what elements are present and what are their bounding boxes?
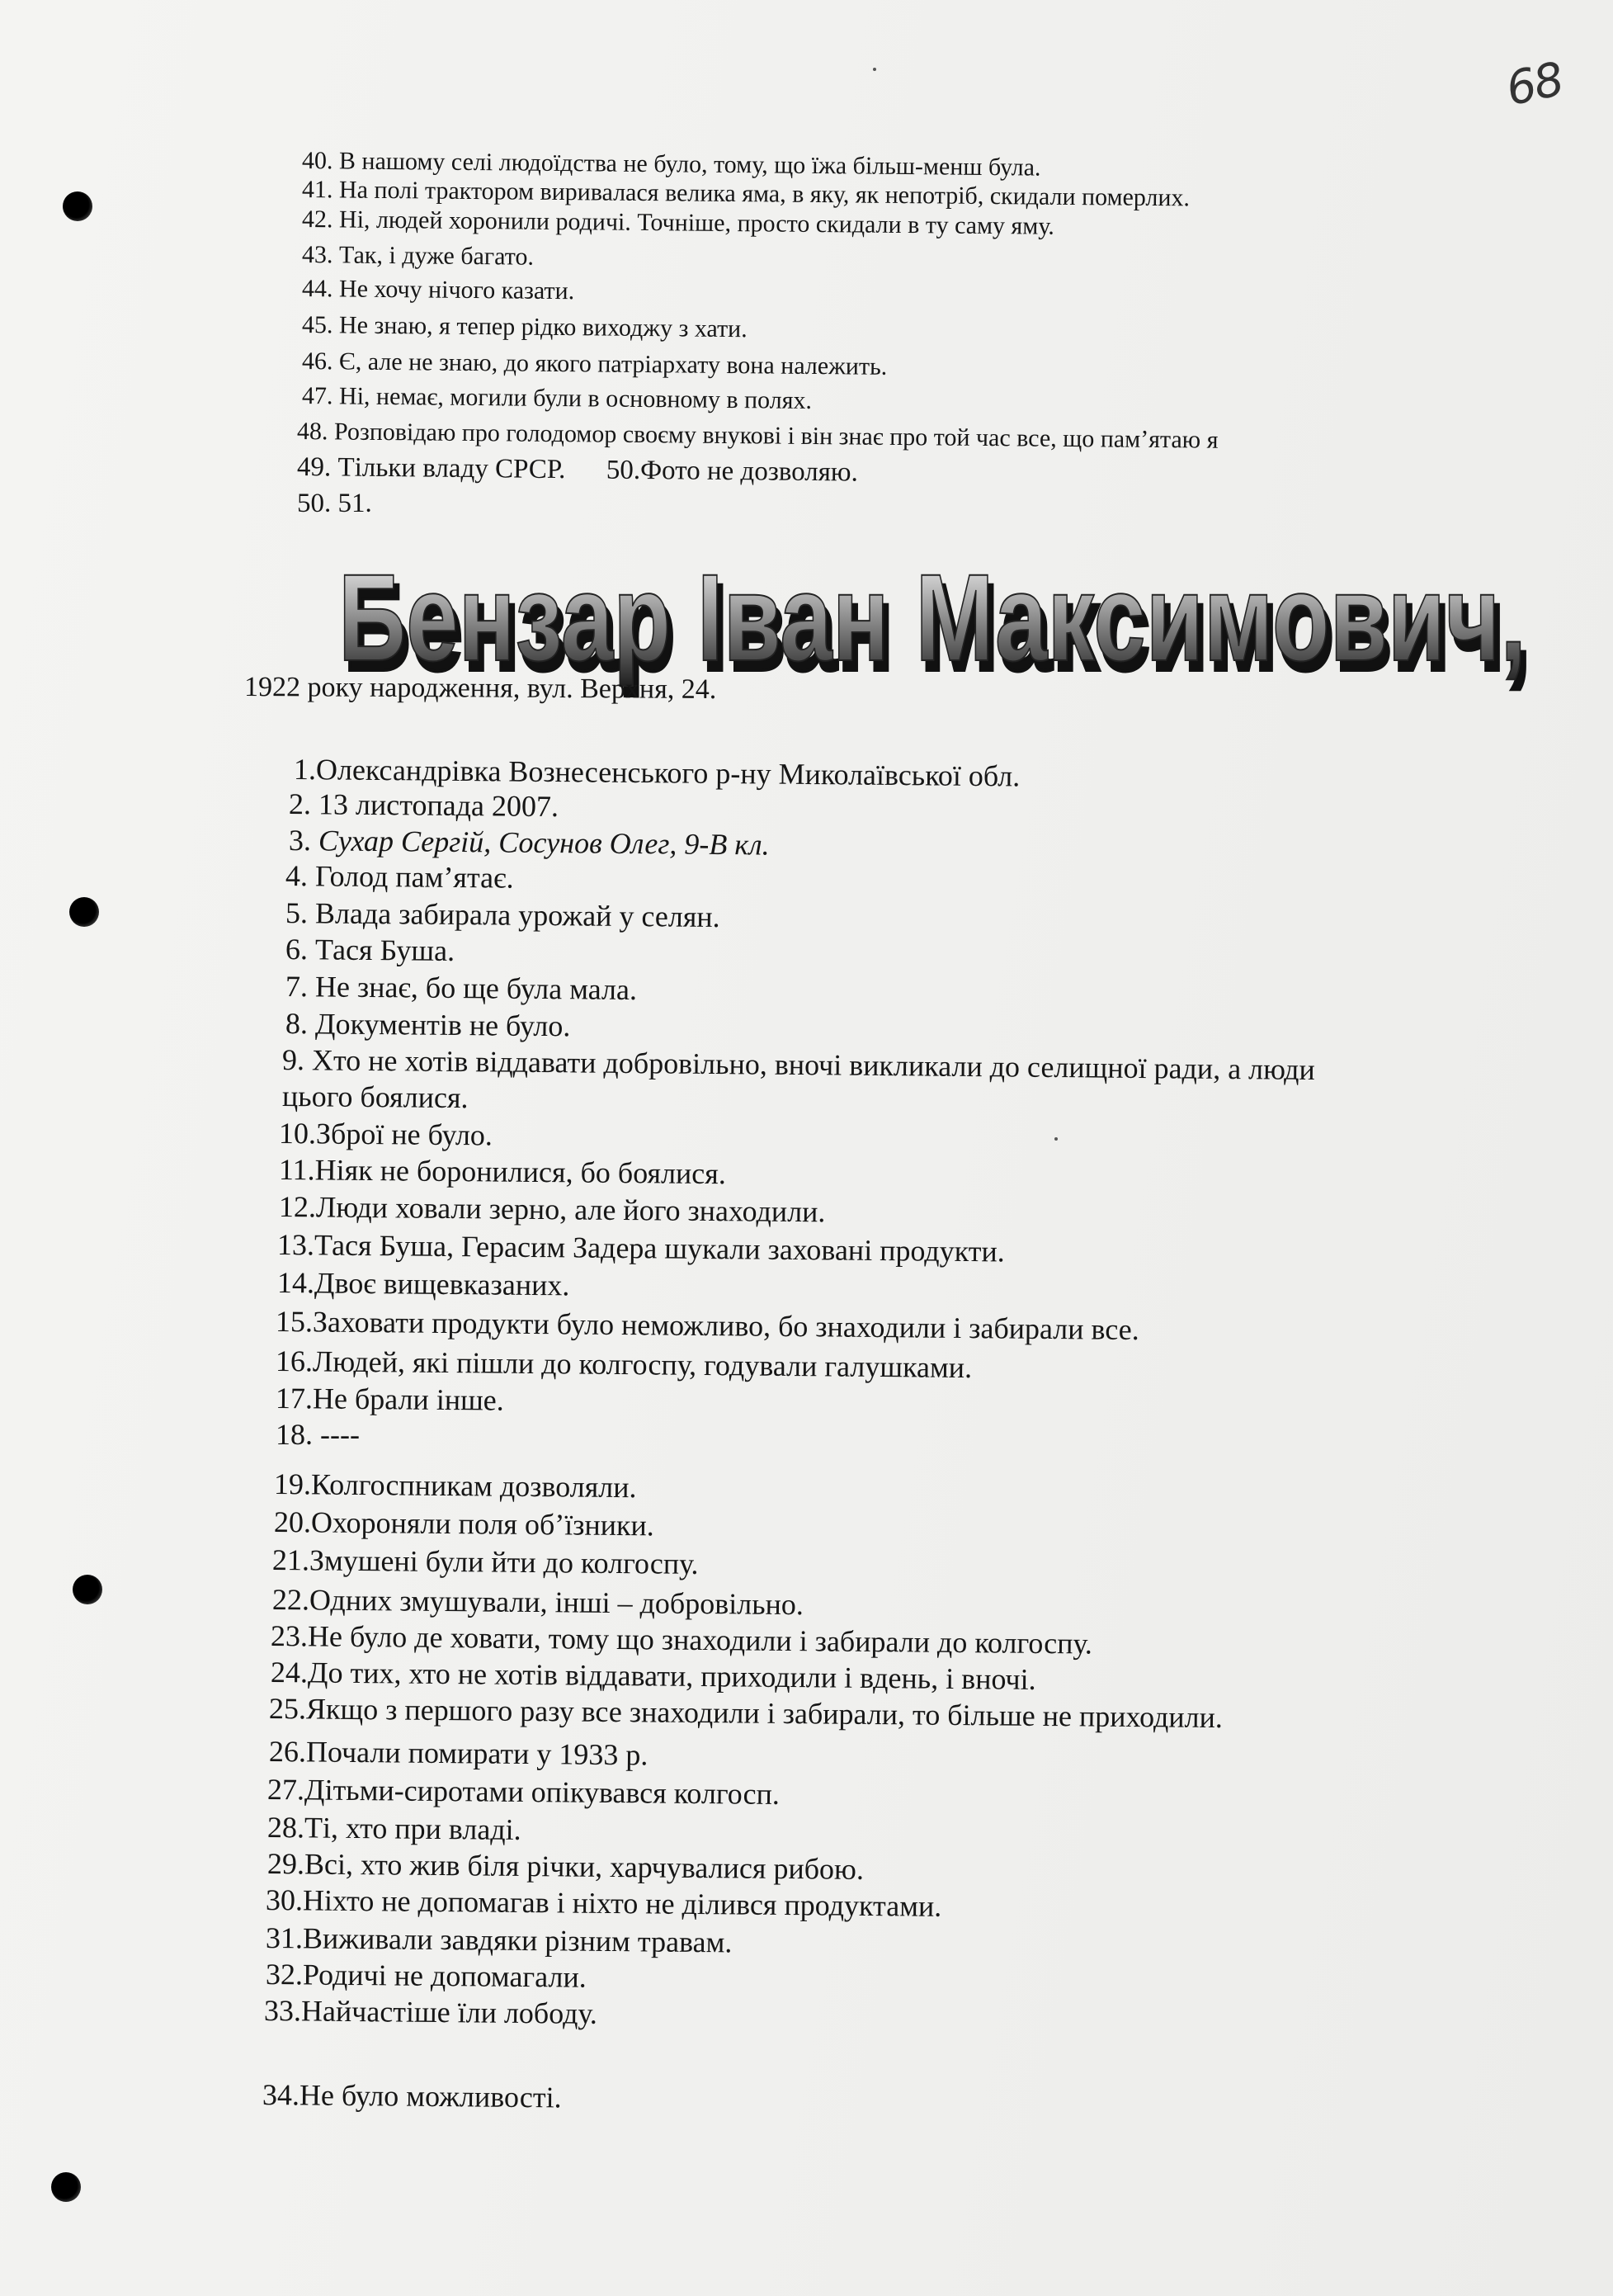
answer-text: Колгоспникам дозволяли. <box>310 1467 637 1505</box>
answer-number: 34. <box>262 2078 300 2112</box>
heading-face: Бензар Іван Максимович, <box>338 548 1526 687</box>
answer-number: 8. <box>285 1007 309 1041</box>
answer-text: Тася Буша, Герасим Задера шукали заховані продукти. <box>314 1228 1005 1268</box>
answer-number: 6. <box>285 933 309 966</box>
answer-number: 13. <box>276 1228 315 1262</box>
answer-text: Голод пам’ятає. <box>307 859 514 895</box>
answer-number: 43. <box>301 241 333 269</box>
answer-text: Люди ховали зерно, але його знаходили. <box>315 1190 826 1229</box>
punch-hole <box>63 191 92 221</box>
answer-line <box>302 276 574 304</box>
answer-number: 25. <box>268 1692 307 1726</box>
answer-line <box>277 1230 1005 1266</box>
answer-line <box>279 1118 493 1150</box>
answer-text: Олександрівка Вознесенського р-ну Миколаївської обл. <box>315 753 1021 793</box>
answer-line <box>278 1190 826 1229</box>
dust-speck <box>873 68 876 71</box>
answer-line <box>262 2080 562 2112</box>
answer-number: 15. <box>275 1305 314 1339</box>
answer-line <box>268 1692 1224 1735</box>
answer-text: Ті, хто при владі. <box>304 1811 521 1846</box>
answer-line <box>276 1420 360 1449</box>
answer-text: Хто не хотів віддавати добровільно, вночі викликали до селищної ради, а люди <box>304 1043 1315 1087</box>
answer-number: 50. <box>297 489 332 518</box>
page-number: 68 <box>1501 52 1568 117</box>
answer-number: 20. <box>273 1505 312 1539</box>
answer-text: Найчастіше їли лободу. <box>300 1994 598 2030</box>
answer-line <box>267 1849 864 1884</box>
answer-text: Ніяк не боронилися, бо боялися. <box>314 1153 727 1191</box>
answer-number: 41. <box>301 176 333 204</box>
answer-text: Змушені були йти до колгоспу. <box>309 1543 699 1580</box>
answer-line <box>264 1996 597 2029</box>
answer-text: Влада забирала урожай у селян. <box>307 896 720 934</box>
answer-text: ---- <box>313 1418 360 1451</box>
answer-line <box>266 1923 733 1957</box>
answer-number: 22. <box>271 1583 310 1617</box>
answer-text: Ні, немає, могили були в основному в полях. <box>338 382 813 414</box>
answer-text: Людей, які пішли до колгоспу, годували галушками. <box>312 1344 973 1385</box>
answer-number: 26. <box>268 1735 307 1769</box>
answer-line <box>289 825 770 860</box>
answer-number: 16. <box>275 1344 314 1378</box>
punch-hole <box>73 1575 102 1604</box>
answer-number: 17. <box>275 1382 314 1415</box>
answer-number: 7. <box>285 970 309 1004</box>
answer-number: 2. <box>288 787 312 821</box>
answer-text: Виживали завдяки різним травам. <box>302 1921 733 1959</box>
answer-line <box>302 313 748 342</box>
answer-line <box>267 1812 521 1845</box>
answer-text: цього боялися. <box>281 1079 469 1115</box>
answer-line <box>297 454 858 487</box>
heading-shadow: Бензар Іван Максимович, <box>343 558 1531 697</box>
answer-line <box>282 1081 469 1113</box>
answer-line <box>288 787 559 824</box>
answer-line <box>285 1009 571 1041</box>
answer-line <box>302 384 812 413</box>
answer-text: Не брали інше. <box>312 1382 504 1417</box>
answer-text: В нашому селі людоїдства не було, тому, що їжа більш-менш була. <box>338 147 1041 182</box>
answer-number: 30. <box>265 1883 304 1917</box>
punch-hole <box>51 2172 81 2202</box>
answer-text: Є, але не знаю, до якого патріархату вона належить. <box>338 347 888 380</box>
answer-line <box>266 1885 942 1921</box>
answer-text: Так, і дуже багато. <box>338 241 535 271</box>
answer-number: 32. <box>265 1958 304 1991</box>
answer-line <box>273 1467 637 1505</box>
answer-number: 31. <box>265 1921 304 1955</box>
answer-line <box>275 1344 973 1385</box>
answer-text: Розповідаю про голодомор своєму внукові і він знає про той час все, що пам’ятаю я <box>333 418 1219 454</box>
answer-line <box>271 1583 804 1622</box>
answer-text: Почали помирати у 1933 р. <box>305 1735 649 1772</box>
answer-number: 49. <box>296 452 332 483</box>
answer-line <box>285 861 514 893</box>
answer-line <box>302 349 888 380</box>
answer-number: 1. <box>293 753 317 787</box>
answer-line <box>267 1774 780 1809</box>
answer-text: 13 листопада 2007. <box>310 787 559 824</box>
answer-number: 11. <box>278 1153 315 1187</box>
answer-number: 46. <box>301 347 333 376</box>
answer-number: 28. <box>266 1811 305 1845</box>
answer-line <box>302 149 1041 181</box>
answer-line <box>297 419 1219 453</box>
answer-number: 3. <box>288 824 312 857</box>
answer-number: 14. <box>276 1266 315 1300</box>
answer-line <box>302 177 1190 210</box>
answer-line <box>285 970 638 1007</box>
answer-line <box>274 1507 654 1540</box>
answer-number: 29. <box>266 1847 305 1881</box>
dust-speck <box>1054 1137 1058 1141</box>
answer-number: 18. <box>276 1418 313 1451</box>
answer-text: Не знає, бо ще була мала. <box>307 970 638 1007</box>
answer-line <box>294 754 1021 791</box>
answer-number: 9. <box>281 1043 305 1077</box>
answer-text: Не знаю, я тепер рідко виходжу з хати. <box>338 311 748 343</box>
answer-text: Всі, хто жив біля річки, харчувалися рибою. <box>304 1847 865 1886</box>
answer-number: 40. <box>301 147 333 175</box>
answer-text: До тих, хто не хотів віддавати, приходили і вдень, і вночі. <box>307 1656 1036 1696</box>
answer-text: Охороняли поля об’їзники. <box>310 1505 654 1542</box>
answer-line <box>277 1268 570 1300</box>
answer-text: Ні, людей хоронили родичі. Точніше, просто скидали в ту саму яму. <box>338 206 1054 240</box>
answer-number: 44. <box>301 275 333 303</box>
answer-number: 24. <box>270 1656 309 1689</box>
answer-line <box>272 1545 699 1579</box>
answer-number: 19. <box>273 1467 312 1501</box>
answer-number: 47. <box>301 382 333 410</box>
answer-text: Не хочу нічого казати. <box>338 275 575 305</box>
answer-text: Тільки владу СРСР. 50.Фото не дозволяю. <box>337 452 858 488</box>
answer-line <box>278 1153 727 1191</box>
answer-text: Тася Буша. <box>307 933 455 967</box>
answer-line <box>271 1621 1092 1659</box>
answer-number: 5. <box>285 896 309 930</box>
answer-number: 42. <box>301 206 333 234</box>
answer-number: 4. <box>285 859 309 893</box>
answer-number: 27. <box>266 1773 305 1807</box>
answer-line <box>266 1959 587 1992</box>
answer-text: Ніхто не допомагав і ніхто не ділився продуктами. <box>302 1883 942 1923</box>
answer-number: 33. <box>263 1994 302 2028</box>
answer-text: 51. <box>337 489 372 518</box>
answer-number: 12. <box>278 1190 317 1224</box>
answer-line <box>275 1305 1139 1347</box>
answer-text: Сухар Сергій, Сосунов Олег, 9-В кл. <box>310 824 770 862</box>
answer-line <box>302 207 1054 239</box>
birth-info: 1922 року народження, вул. Верхня, 24. <box>243 672 717 705</box>
answer-number: 10. <box>278 1117 317 1150</box>
answer-text: Дітьми-сиротами опікувався колгосп. <box>304 1773 781 1811</box>
answer-text: Якщо з першого разу все знаходили і забирали, то більше не приходили. <box>305 1692 1224 1735</box>
answer-number: 21. <box>271 1543 310 1577</box>
answer-number: 48. <box>296 418 328 446</box>
answer-line <box>271 1657 1036 1694</box>
answer-number: 45. <box>301 311 333 339</box>
answer-line <box>302 243 534 270</box>
answer-text: Одних змушували, інші – добровільно. <box>309 1583 804 1622</box>
answer-text: Заховати продукти було неможливо, бо знаходили і забирали все. <box>312 1305 1139 1347</box>
answer-text: Не було можливості. <box>299 2078 562 2114</box>
punch-hole <box>69 897 99 927</box>
answer-line <box>285 934 455 966</box>
answer-number: 23. <box>270 1619 309 1653</box>
answer-line <box>285 898 720 932</box>
answer-line <box>281 1043 1315 1087</box>
answer-line <box>268 1735 649 1772</box>
answer-text: Зброї не було. <box>315 1117 493 1152</box>
answer-text: Не було де ховати, тому що знаходили і забирали до колгоспу. <box>307 1619 1093 1661</box>
answer-text: На полі трактором виривалася велика яма, в яку, як непотріб, скидали померлих. <box>338 176 1191 212</box>
answer-text: Документів не було. <box>307 1007 571 1043</box>
answer-line <box>276 1383 504 1415</box>
answer-text: Родичі не допомагали. <box>302 1958 587 1994</box>
answer-text: Двоє вищевказаних. <box>314 1266 570 1302</box>
answer-line <box>297 490 372 517</box>
